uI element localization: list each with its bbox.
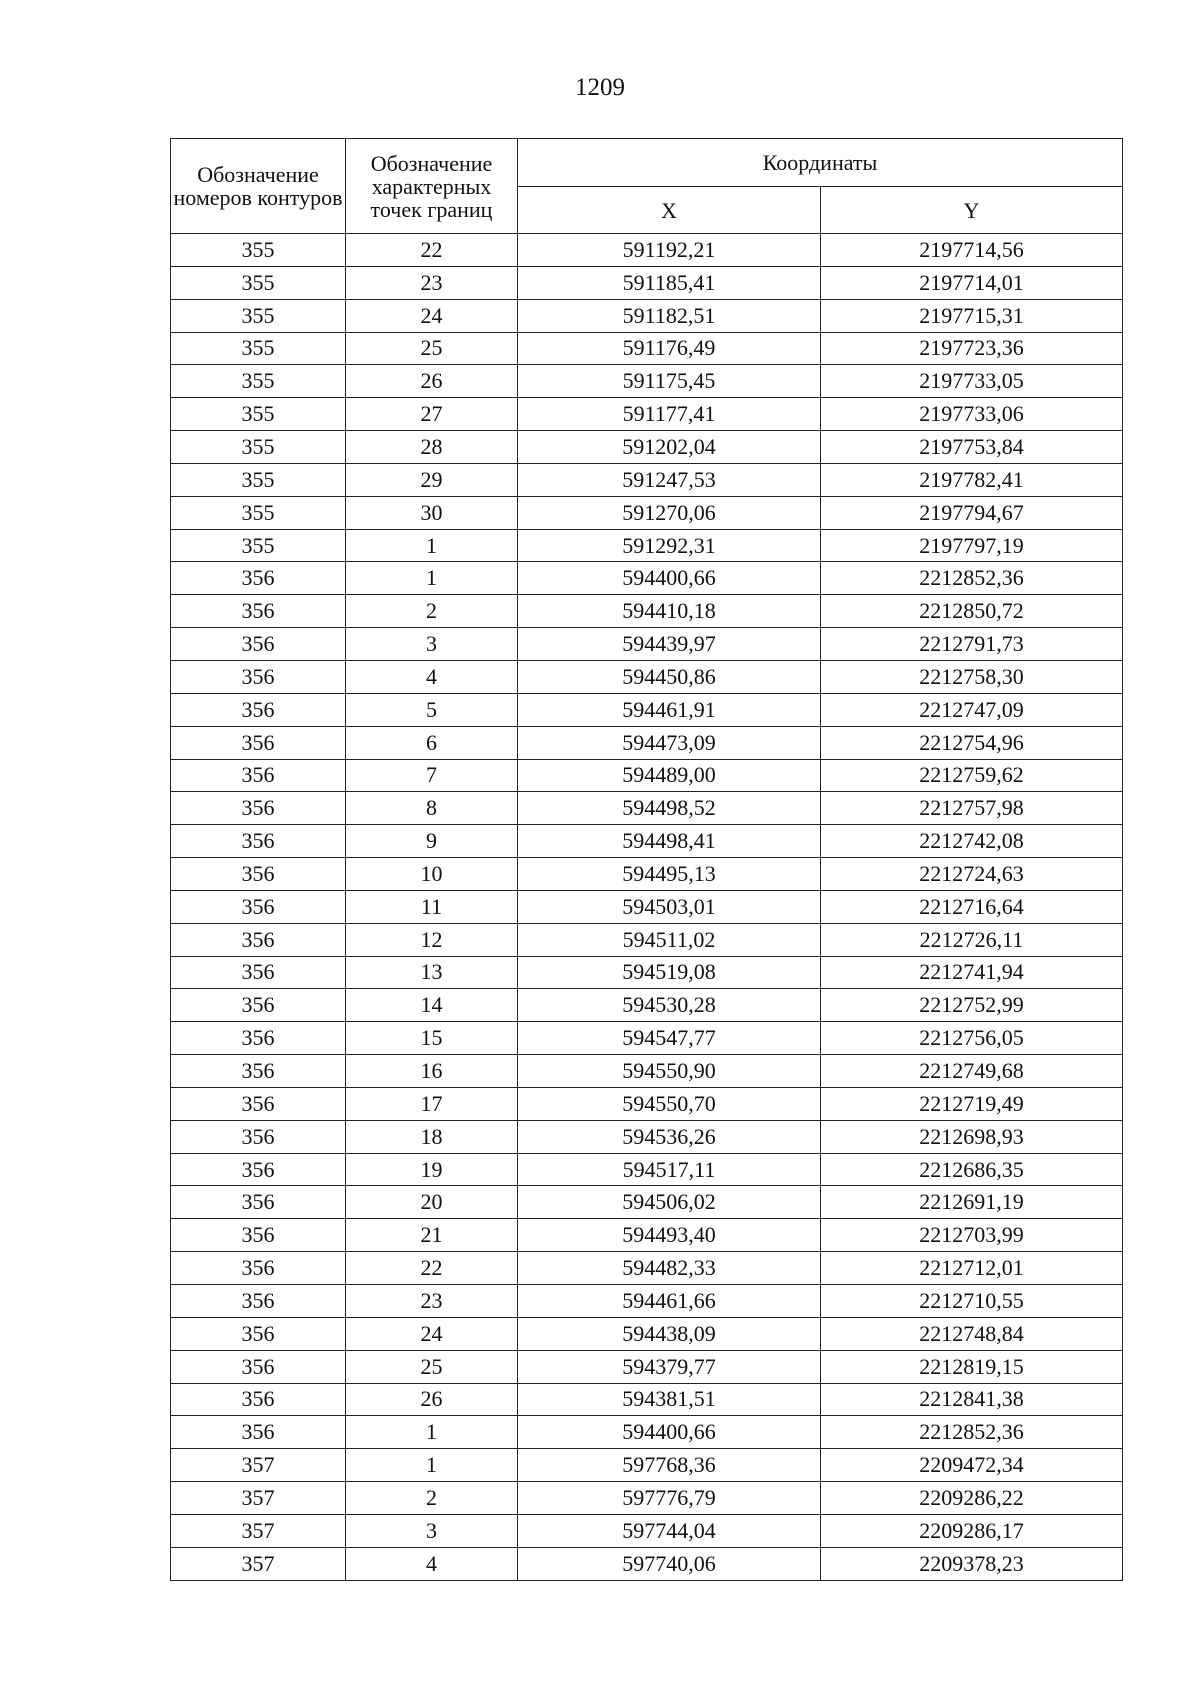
header-coordinates: Координаты xyxy=(518,139,1123,187)
cell-x: 594379,77 xyxy=(518,1350,821,1383)
cell-contour: 356 xyxy=(171,956,346,989)
cell-point: 2 xyxy=(346,1482,518,1515)
cell-x: 591182,51 xyxy=(518,299,821,332)
cell-x: 594511,02 xyxy=(518,923,821,956)
cell-x: 594495,13 xyxy=(518,858,821,891)
table-row xyxy=(171,562,1123,595)
cell-x: 594410,18 xyxy=(518,595,821,628)
cell-y: 2212742,08 xyxy=(821,825,1123,858)
cell-y: 2212726,11 xyxy=(821,923,1123,956)
table-row xyxy=(171,431,1123,464)
cell-y: 2212852,36 xyxy=(821,562,1123,595)
cell-point: 29 xyxy=(346,463,518,496)
cell-x: 597744,04 xyxy=(518,1514,821,1547)
cell-point: 11 xyxy=(346,890,518,923)
cell-point: 23 xyxy=(346,1285,518,1318)
cell-point: 21 xyxy=(346,1219,518,1252)
cell-x: 594461,66 xyxy=(518,1285,821,1318)
cell-point: 8 xyxy=(346,792,518,825)
cell-x: 594482,33 xyxy=(518,1252,821,1285)
table-row xyxy=(171,1547,1123,1580)
cell-point: 3 xyxy=(346,628,518,661)
cell-contour: 356 xyxy=(171,923,346,956)
cell-contour: 356 xyxy=(171,1055,346,1088)
cell-point: 24 xyxy=(346,1317,518,1350)
cell-y: 2212741,94 xyxy=(821,956,1123,989)
cell-x: 591192,21 xyxy=(518,234,821,267)
cell-x: 594519,08 xyxy=(518,956,821,989)
cell-x: 591185,41 xyxy=(518,266,821,299)
page-number: 1209 xyxy=(575,74,625,101)
cell-y: 2212752,99 xyxy=(821,989,1123,1022)
cell-point: 27 xyxy=(346,398,518,431)
cell-y: 2212724,63 xyxy=(821,858,1123,891)
table-row xyxy=(171,858,1123,891)
table-body xyxy=(171,234,1123,1581)
cell-contour: 355 xyxy=(171,496,346,529)
cell-point: 1 xyxy=(346,562,518,595)
cell-x: 594461,91 xyxy=(518,693,821,726)
cell-y: 2212757,98 xyxy=(821,792,1123,825)
cell-x: 594547,77 xyxy=(518,1022,821,1055)
cell-contour: 356 xyxy=(171,1416,346,1449)
cell-x: 594381,51 xyxy=(518,1383,821,1416)
cell-contour: 355 xyxy=(171,529,346,562)
cell-x: 591202,04 xyxy=(518,431,821,464)
cell-contour: 357 xyxy=(171,1482,346,1515)
cell-contour: 356 xyxy=(171,890,346,923)
table-row xyxy=(171,332,1123,365)
table-row xyxy=(171,726,1123,759)
cell-point: 25 xyxy=(346,332,518,365)
cell-contour: 355 xyxy=(171,463,346,496)
cell-contour: 356 xyxy=(171,989,346,1022)
cell-point: 10 xyxy=(346,858,518,891)
table-row xyxy=(171,496,1123,529)
cell-y: 2197753,84 xyxy=(821,431,1123,464)
cell-point: 30 xyxy=(346,496,518,529)
cell-contour: 356 xyxy=(171,1120,346,1153)
cell-y: 2197794,67 xyxy=(821,496,1123,529)
cell-y: 2197733,06 xyxy=(821,398,1123,431)
cell-contour: 356 xyxy=(171,1285,346,1318)
cell-y: 2212819,15 xyxy=(821,1350,1123,1383)
cell-point: 26 xyxy=(346,365,518,398)
cell-contour: 356 xyxy=(171,759,346,792)
cell-x: 594498,52 xyxy=(518,792,821,825)
cell-x: 594550,70 xyxy=(518,1087,821,1120)
table-row xyxy=(171,1416,1123,1449)
cell-y: 2197782,41 xyxy=(821,463,1123,496)
cell-x: 594438,09 xyxy=(518,1317,821,1350)
cell-contour: 356 xyxy=(171,1022,346,1055)
cell-contour: 356 xyxy=(171,1087,346,1120)
cell-contour: 357 xyxy=(171,1547,346,1580)
cell-y: 2209286,17 xyxy=(821,1514,1123,1547)
cell-point: 1 xyxy=(346,1416,518,1449)
cell-y: 2197723,36 xyxy=(821,332,1123,365)
table-row xyxy=(171,989,1123,1022)
cell-y: 2212852,36 xyxy=(821,1416,1123,1449)
cell-contour: 356 xyxy=(171,595,346,628)
cell-x: 594450,86 xyxy=(518,660,821,693)
table-row xyxy=(171,1350,1123,1383)
cell-contour: 356 xyxy=(171,693,346,726)
cell-contour: 356 xyxy=(171,562,346,595)
table-row xyxy=(171,1383,1123,1416)
cell-x: 594400,66 xyxy=(518,562,821,595)
cell-point: 14 xyxy=(346,989,518,1022)
cell-point: 3 xyxy=(346,1514,518,1547)
cell-contour: 356 xyxy=(171,1350,346,1383)
cell-x: 594536,26 xyxy=(518,1120,821,1153)
cell-x: 591247,53 xyxy=(518,463,821,496)
cell-x: 594503,01 xyxy=(518,890,821,923)
cell-point: 12 xyxy=(346,923,518,956)
cell-point: 4 xyxy=(346,660,518,693)
cell-point: 28 xyxy=(346,431,518,464)
cell-contour: 356 xyxy=(171,858,346,891)
cell-x: 594439,97 xyxy=(518,628,821,661)
cell-point: 26 xyxy=(346,1383,518,1416)
cell-point: 23 xyxy=(346,266,518,299)
table-row xyxy=(171,825,1123,858)
cell-y: 2212754,96 xyxy=(821,726,1123,759)
cell-contour: 356 xyxy=(171,1186,346,1219)
cell-point: 2 xyxy=(346,595,518,628)
cell-point: 19 xyxy=(346,1153,518,1186)
cell-contour: 356 xyxy=(171,628,346,661)
cell-contour: 357 xyxy=(171,1514,346,1547)
cell-x: 594506,02 xyxy=(518,1186,821,1219)
cell-contour: 356 xyxy=(171,1252,346,1285)
cell-y: 2212686,35 xyxy=(821,1153,1123,1186)
table-row xyxy=(171,1285,1123,1318)
table-row xyxy=(171,1252,1123,1285)
table-row xyxy=(171,463,1123,496)
cell-x: 594489,00 xyxy=(518,759,821,792)
cell-contour: 356 xyxy=(171,1219,346,1252)
cell-point: 22 xyxy=(346,1252,518,1285)
table-row xyxy=(171,1514,1123,1547)
table-row xyxy=(171,398,1123,431)
cell-point: 1 xyxy=(346,529,518,562)
cell-point: 20 xyxy=(346,1186,518,1219)
table-row xyxy=(171,1087,1123,1120)
cell-x: 591292,31 xyxy=(518,529,821,562)
cell-point: 22 xyxy=(346,234,518,267)
cell-contour: 356 xyxy=(171,726,346,759)
cell-point: 7 xyxy=(346,759,518,792)
cell-contour: 355 xyxy=(171,365,346,398)
cell-y: 2212759,62 xyxy=(821,759,1123,792)
table-row xyxy=(171,1055,1123,1088)
coordinates-table xyxy=(170,138,1123,1581)
cell-point: 5 xyxy=(346,693,518,726)
table-row xyxy=(171,365,1123,398)
cell-x: 597768,36 xyxy=(518,1449,821,1482)
cell-point: 6 xyxy=(346,726,518,759)
cell-y: 2212749,68 xyxy=(821,1055,1123,1088)
cell-x: 597776,79 xyxy=(518,1482,821,1515)
cell-y: 2212698,93 xyxy=(821,1120,1123,1153)
table-row xyxy=(171,595,1123,628)
cell-x: 597740,06 xyxy=(518,1547,821,1580)
cell-y: 2197714,56 xyxy=(821,234,1123,267)
cell-point: 18 xyxy=(346,1120,518,1153)
cell-contour: 355 xyxy=(171,266,346,299)
cell-y: 2212758,30 xyxy=(821,660,1123,693)
cell-y: 2197715,31 xyxy=(821,299,1123,332)
cell-y: 2212747,09 xyxy=(821,693,1123,726)
table-row xyxy=(171,234,1123,267)
header-boundary-point: Обозначение характерных точек границ xyxy=(346,139,518,234)
cell-y: 2212841,38 xyxy=(821,1383,1123,1416)
table-row xyxy=(171,529,1123,562)
cell-contour: 355 xyxy=(171,431,346,464)
header-y: Y xyxy=(821,187,1123,234)
cell-x: 594498,41 xyxy=(518,825,821,858)
cell-y: 2209286,22 xyxy=(821,1482,1123,1515)
cell-y: 2197733,05 xyxy=(821,365,1123,398)
cell-x: 594517,11 xyxy=(518,1153,821,1186)
cell-x: 594400,66 xyxy=(518,1416,821,1449)
cell-contour: 355 xyxy=(171,299,346,332)
cell-y: 2209378,23 xyxy=(821,1547,1123,1580)
table-row xyxy=(171,759,1123,792)
cell-point: 16 xyxy=(346,1055,518,1088)
cell-y: 2212710,55 xyxy=(821,1285,1123,1318)
cell-contour: 355 xyxy=(171,398,346,431)
cell-contour: 356 xyxy=(171,825,346,858)
header-x: X xyxy=(518,187,821,234)
table-row xyxy=(171,660,1123,693)
cell-y: 2197714,01 xyxy=(821,266,1123,299)
table-row xyxy=(171,1317,1123,1350)
cell-contour: 356 xyxy=(171,792,346,825)
table-row xyxy=(171,1219,1123,1252)
table-row xyxy=(171,628,1123,661)
cell-x: 594473,09 xyxy=(518,726,821,759)
table-row xyxy=(171,792,1123,825)
table-row xyxy=(171,1022,1123,1055)
cell-contour: 356 xyxy=(171,1317,346,1350)
header-contour-number: Обозначение номеров контуров xyxy=(171,139,346,234)
cell-y: 2212703,99 xyxy=(821,1219,1123,1252)
cell-y: 2212716,64 xyxy=(821,890,1123,923)
cell-x: 591175,45 xyxy=(518,365,821,398)
cell-x: 591270,06 xyxy=(518,496,821,529)
cell-x: 591176,49 xyxy=(518,332,821,365)
cell-point: 13 xyxy=(346,956,518,989)
cell-y: 2212748,84 xyxy=(821,1317,1123,1350)
cell-point: 15 xyxy=(346,1022,518,1055)
cell-contour: 356 xyxy=(171,660,346,693)
cell-contour: 355 xyxy=(171,332,346,365)
cell-y: 2197797,19 xyxy=(821,529,1123,562)
cell-contour: 357 xyxy=(171,1449,346,1482)
table-row xyxy=(171,1120,1123,1153)
cell-contour: 356 xyxy=(171,1153,346,1186)
cell-x: 594493,40 xyxy=(518,1219,821,1252)
table-row xyxy=(171,923,1123,956)
cell-y: 2212791,73 xyxy=(821,628,1123,661)
cell-y: 2209472,34 xyxy=(821,1449,1123,1482)
cell-point: 25 xyxy=(346,1350,518,1383)
cell-y: 2212756,05 xyxy=(821,1022,1123,1055)
cell-x: 591177,41 xyxy=(518,398,821,431)
cell-point: 24 xyxy=(346,299,518,332)
cell-y: 2212719,49 xyxy=(821,1087,1123,1120)
table-row xyxy=(171,299,1123,332)
cell-contour: 356 xyxy=(171,1383,346,1416)
cell-point: 17 xyxy=(346,1087,518,1120)
cell-x: 594550,90 xyxy=(518,1055,821,1088)
table-row xyxy=(171,1186,1123,1219)
cell-point: 4 xyxy=(346,1547,518,1580)
table-row xyxy=(171,956,1123,989)
cell-y: 2212850,72 xyxy=(821,595,1123,628)
table-row xyxy=(171,693,1123,726)
cell-contour: 355 xyxy=(171,234,346,267)
table-row xyxy=(171,1153,1123,1186)
table-row xyxy=(171,266,1123,299)
table-row xyxy=(171,890,1123,923)
cell-y: 2212691,19 xyxy=(821,1186,1123,1219)
table-header xyxy=(171,139,1123,234)
cell-x: 594530,28 xyxy=(518,989,821,1022)
cell-point: 1 xyxy=(346,1449,518,1482)
cell-point: 9 xyxy=(346,825,518,858)
table-row xyxy=(171,1449,1123,1482)
table-row xyxy=(171,1482,1123,1515)
cell-y: 2212712,01 xyxy=(821,1252,1123,1285)
